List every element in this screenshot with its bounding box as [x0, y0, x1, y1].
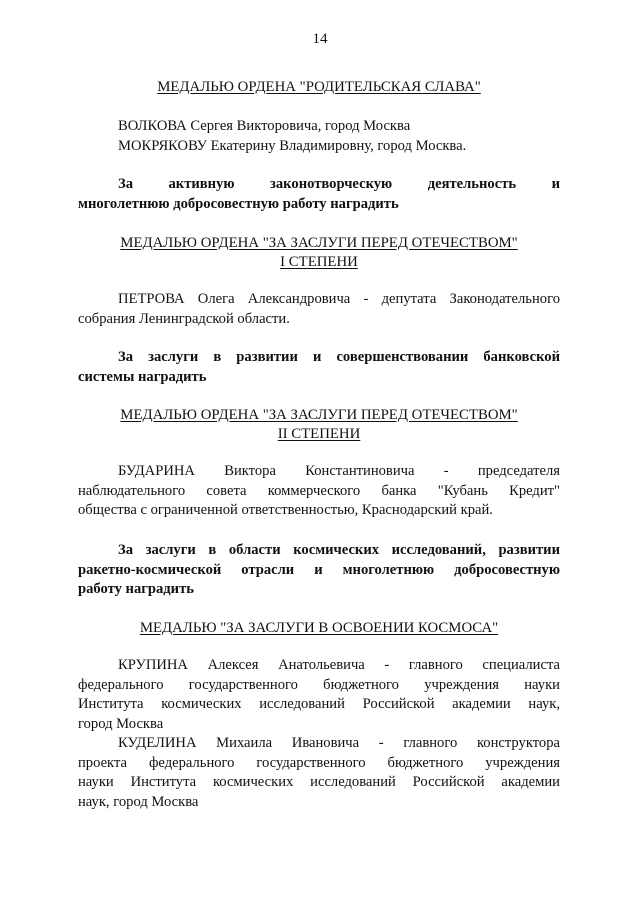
recipient-line: город Москва	[78, 715, 164, 732]
heading-line: МЕДАЛЬЮ ОРДЕНА "РОДИТЕЛЬСКАЯ СЛАВА"	[157, 79, 481, 95]
heading-line: МЕДАЛЬЮ "ЗА ЗАСЛУГИ В ОСВОЕНИИ КОСМОСА"	[139, 620, 499, 636]
heading-line: II СТЕПЕНИ	[277, 426, 361, 442]
award-rationale-lawmaking	[78, 175, 560, 214]
rationale-line: За активную законотворческую деятельность и	[118, 176, 560, 192]
rationale-line: системы наградить	[78, 368, 207, 385]
recipient-kudelin	[78, 734, 560, 812]
rationale-line: За заслуги в развитии и совершенствовании банковской	[118, 349, 560, 365]
recipient-line: науки Института космических исследований Российской академии	[78, 774, 560, 790]
recipient-line: БУДАРИНА Виктора Константиновича - председателя	[118, 463, 560, 479]
recipient-line: общества с ограниченной ответственностью, Краснодарский край.	[78, 502, 493, 518]
award-heading-space-exploration	[78, 619, 560, 638]
award-heading-parental-glory	[78, 78, 560, 97]
recipient-line: ПЕТРОВА Олега Александровича - депутата Законодательного	[118, 291, 560, 307]
award-heading-merit-fatherland-1	[78, 234, 560, 272]
recipient-line: проекта федерального государственного бюджетного учреждения	[78, 754, 560, 771]
award-rationale-banking	[78, 348, 560, 387]
recipient-line: КУДЕЛИНА Михаила Ивановича - главного конструктора	[118, 735, 560, 751]
heading-line: МЕДАЛЬЮ ОРДЕНА "ЗА ЗАСЛУГИ ПЕРЕД ОТЕЧЕСТВОМ"	[120, 407, 518, 423]
award-rationale-space	[78, 541, 560, 600]
rationale-line: ракетно-космической отрасли и многолетнюю добросовестную	[78, 561, 560, 578]
recipient-krupin	[78, 656, 560, 734]
recipient-line: КРУПИНА Алексея Анатольевича - главного специалиста	[118, 657, 560, 673]
recipient-line: федерального государственного бюджетного учреждения науки	[78, 676, 560, 693]
recipient-line: собрания Ленинградской области.	[78, 310, 290, 327]
recipient-line: наук, город Москва	[78, 793, 199, 810]
recipient-budarin	[78, 462, 560, 521]
award-heading-merit-fatherland-2	[78, 406, 560, 444]
heading-line: I СТЕПЕНИ	[280, 254, 358, 270]
recipient-list-parental-glory	[78, 116, 560, 156]
recipient-petrov	[78, 290, 560, 329]
recipient-line: наблюдательного совета коммерческого банка "Кубань Кредит"	[78, 482, 560, 499]
heading-line: МЕДАЛЬЮ ОРДЕНА "ЗА ЗАСЛУГИ ПЕРЕД ОТЕЧЕСТВОМ"	[120, 235, 518, 251]
recipient-volkov: ВОЛКОВА Сергея Викторовича, город Москва	[118, 118, 411, 134]
rationale-line: многолетнюю добросовестную работу наградить	[78, 195, 399, 212]
recipient-mokryakova: МОКРЯКОВУ Екатерину Владимировну, город Москва.	[118, 138, 467, 154]
page-number: 14	[312, 31, 328, 47]
rationale-line: За заслуги в области космических исследований, развитии	[118, 542, 560, 558]
recipient-line: Института космических исследований Российской академии наук,	[78, 696, 560, 712]
rationale-line: работу наградить	[78, 581, 194, 597]
